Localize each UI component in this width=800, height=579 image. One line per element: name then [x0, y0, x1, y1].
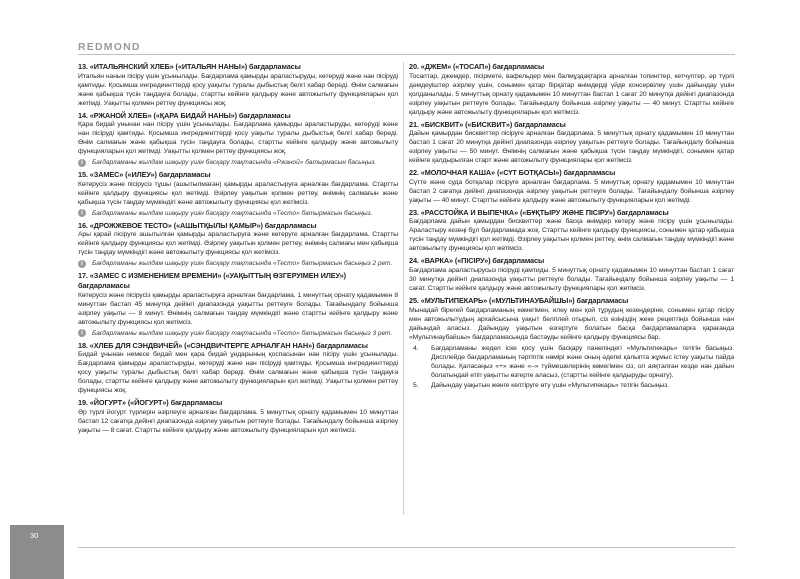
column-divider	[403, 62, 404, 515]
section-20	[409, 62, 734, 117]
info-icon: i	[78, 329, 86, 337]
section-title: 22. «МОЛОЧНАЯ КАША» («СҮТ БОТҚАСЫ») бағдарламасы	[409, 168, 616, 178]
section-21	[409, 120, 734, 166]
header-divider	[78, 54, 735, 55]
note	[78, 209, 398, 218]
section-22	[409, 168, 734, 205]
note	[78, 259, 398, 268]
section-text: Әр түрлі йогурт түрлерін әзірлеуге арналған бағдарлама. 5 минуттық орнату қадамымен 10 минуттан бастап 12 сағатқа дейінгі диапазонда әзірлеу уақытын реттеуге болады. Тағайындалу бойынша әзірлеу уақыты — 8 сағат. Стартты кейінге қалдыру және автожылыту функцияларын қол жетімсіз.	[78, 408, 398, 434]
section-19	[78, 398, 398, 435]
section-text: Мынадай бірегей бағдарламаның көмегімен, илеу мен қой тұрудың кезеңдеріне, сонымен қатар пісіру мен автожылытудың архайсысына уақыт белгілей отырып, сіз өзіңіздің жеке рецептіңіз бойынша нан дайындай аласыз. Дайындау уақытын өзгертуге болатын басқа бағдарламаларға қарағанда «Мультинаубайшы» бағдарламасында бастауды кейінге қалдыру функциясы бар.	[409, 306, 734, 341]
section-title: 15. «ЗАМЕС» («ИЛЕУ») бағдарламасы	[78, 170, 211, 180]
section-title: 18. «ХЛЕБ ДЛЯ СЭНДВИЧЕЙ» («СЭНДВИЧТЕРГЕ АРНАЛҒАН НАН») бағдарламасы	[78, 340, 368, 350]
section-15	[78, 170, 398, 218]
section-title: 24. «ВАРКА» («ПІСІРУ») бағдарламасы	[409, 256, 545, 266]
section-text: Көтерусіз және пісірусіз қамырды араластыруға арналған бағдарлама. 1 минуттық орнату қадамымен 8 минуттан бастап 45 минутқа дейінгі диапазонда уақытты реттеуге болады. Тағайындалу бойынша әзірлеу уақыты — 8 минут. Өнімнің салмағын таңдау мүмкіндігі және стартты кейінге қалдыру және автожылыту функциясы қол жетімсіз.	[78, 291, 398, 326]
section-23	[409, 208, 734, 254]
info-icon: i	[78, 159, 86, 167]
step-number: 5.	[413, 381, 419, 389]
section-title: 16. «ДРОЖЖЕВОЕ ТЕСТО» («АШЫТҚЫЛЫ ҚАМЫР») бағдарламасы	[78, 220, 317, 230]
info-icon: i	[78, 260, 86, 268]
note-text: Бағдарламаны жылдам шақыру үшін басқару тақтасында «Тесто» батырмасын басыңыз.	[92, 209, 373, 217]
footer-divider	[78, 547, 735, 548]
section-title: 14. «РЖАНОЙ ХЛЕБ» («ҚАРА БИДАЙ НАНЫ») бағдарламасы	[78, 110, 291, 120]
section-text: Бидай ұнынан немесе бидай мен қара бидай ұндарының қоспасынан нан пісіру үшін ұсынылады. Бағдарлама қамырды араластыруды, көтеруді және нан пісіруді қамтиды. Қосымша ингредиенттерді қосу уақыты туралы дыбыстық белгі хабар береді. Өнім салмағын және қабықша түсін таңдауға болады, стартты кейінге қалдыру және автожылыту функцияларын қол жетімді. Уақытты қолмен реттеу функциясы жоқ.	[78, 351, 398, 395]
section-25	[409, 296, 734, 390]
section-title: 17. «ЗАМЕС С ИЗМЕНЕНИЕМ ВРЕМЕНИ» («УАҚЫТТЫҢ ӨЗГЕРУІМЕН ИЛЕУ») бағдарламасы	[78, 271, 346, 290]
list-item	[409, 344, 734, 380]
section-title: 21. «БИСКВИТ» («БИСКВИТ») бағдарламасы	[409, 119, 566, 129]
section-text: Бағдарлама араластырусыз пісіруді қамтиды. 5 минуттық орнату қадамымен 10 минуттан бастап 1 сағат 30 минутқа дейінгі диапазонда уақытты реттеуге болады. Тағайындалу бойынша әзірлеу уақыты — 1 сағат. Стартты кейінге қалдыру және автожылыту функциялары қол жетімсіз.	[409, 266, 734, 292]
section-17	[78, 271, 398, 337]
section-title: 23. «РАССТОЙКА И ВЫПЕЧКА» («БҰҚТЫРУ ЖӘНЕ ПІСІРУ») бағдарламасы	[409, 207, 669, 217]
list-item	[409, 381, 734, 390]
brand-logo: REDMOND	[78, 41, 141, 53]
section-text: Көтерусіз және пісірусіз тұшы (ашытылмаған) қамырды араластыруға арналған бағдарлама. Стартты кейінге қалдыру функциясы қол жетімді. Әзірлеу уақытын қолмен реттеу, өнімнің салмағын және қабықша түсін таңдау мүмкіндігі және автожылыту функциясы қол жетімсіз.	[78, 180, 398, 206]
section-text: Сүтте және суда ботқалар пісіруге арналған бағдарлама. 5 минуттық орнату қадамымен 10 минуттан бастап 2 сағатқа дейінгі диапазонда әзірлеу уақытын реттеуге болады. Тағайындалу бойынша әзірлеу уақыты — 40 минут. Стартты кейінге қалдыру және автожылыту функцияларын қол жетімді.	[409, 178, 734, 204]
note-text: Бағдарламаны жылдам шақыру үшін басқару тақтасында «Ржаной» батырмасын басыңыз.	[92, 159, 377, 167]
section-title: 19. «ЙОГУРТ» («ЙОГУРТ») бағдарламасы	[78, 398, 223, 408]
section-18	[78, 341, 398, 396]
note	[78, 329, 398, 338]
step-text: Дайындау уақытын жөнге келтіруге өту үшін «Мультипекарь» тетігін басыңыз.	[431, 381, 670, 389]
section-24	[409, 256, 734, 293]
note-text: Бағдарламаны жылдам шақыру үшін басқару тақтасында «Тесто» батырмасын басыңыз 3 рет.	[92, 329, 393, 337]
right-column	[409, 62, 734, 393]
section-16	[78, 221, 398, 269]
steps-list	[409, 344, 734, 390]
section-title: 20. «ДЖЕМ» («ТОСАП») бағдарламасы	[409, 62, 545, 71]
section-14	[78, 111, 398, 168]
section-text: Бағдарлама дайын қамырдан бисквиттер және басқа өнімдер көтеру және пісіру үшін ұсынылады. Араластыру кезеңі бұл бағдарламада жоқ. Стартты кейінге қалдыру функциясы, сонымен қатар қабықша түсін таңдау мүмкіндігі қол жетімді. Әзірлеу уақытын қолмен реттеу, өнім салмағын таңдау мүмкіндігі және автожылыту функциясы қол жетімсіз.	[409, 218, 734, 253]
left-column	[78, 62, 398, 438]
section-text: Итальян нанын пісіру үшін ұсынылады. Бағдарлама қамырды араластыруды, көтеруді және нан пісіруді қамтиды. Қосымша ингредиенттерді қосу уақыты туралы дыбыстық белгі хабар береді. Өнім салмағын және қабықша түсін таңдауға болады, стартты кейінге қалдыру және автожылыту функцияларын қол жетімді. Уақытты қолмен реттеу функциясы жоқ.	[78, 72, 398, 107]
section-title: 25. «МУЛЬТИПЕКАРЬ» («МУЛЬТИНАУБАЙШЫ») бағдарламасы	[409, 295, 629, 305]
step-number: 4.	[413, 344, 419, 352]
section-text: Тосаптар, джемдер, пісірмете, вафельдер мен балмұздақтарға арналған топингтер, кетчуптер, әр түрлі дәмдеуіштер әзірлеу үшін, сонымен қатар бірқатар өнімдерді үйде консервілеу үшін дайындау үшін қолданылады. 5 минуттық орнату қадамымен 10 минуттан бастап 1 сағат 20 минутқа дейінгі диапазонда әзірлеу уақытын реттеуге болады. Тағайындалу бойынша әзірлеу уақыты — 40 минут. Стартты кейінге қалдыру және автожылыту функцияларын қол жетімсіз.	[409, 72, 734, 116]
section-text: Дайын қамырдан бисквиттер пісіруге арналған бағдарлама. 5 минуттық орнату қадамымен 10 минуттан бастап 1 сағат 20 минутқа дейінгі диапазонда әзірлеу уақытын реттеуге болады. Тағайындалу бойынша әзірлеу уақыты — 50 минут. Өнімнің салмағын және қабықша түсін таңдау мүмкіндігі, сонымен қатар кейінге қалдырылған старт және автожылыту функциялары қол жетімсіз.	[409, 130, 734, 165]
section-text: Ары қарай пісіруге ашытылған қамырды араластыруға және көтеруге арналған бағдарлама. Стартты кейінге қалдыру функциясы қол жетімді. Әзірлеу уақытын қолмен реттеу, өнімнің салмағы мен қабықша түсін таңдау мүмкіндігі және автожылыту функциясы қол жетімсіз.	[78, 231, 398, 257]
page-number: 30	[30, 531, 39, 540]
section-title: 13. «ИТАЛЬЯНСКИЙ ХЛЕБ» («ИТАЛЬЯН НАНЫ») бағдарламасы	[78, 62, 301, 71]
note-text: Бағдарламаны жылдам шақыру үшін басқару тақтасында «Тесто» батырмасын басыңыз 2 рет.	[92, 260, 393, 268]
section-13	[78, 62, 398, 108]
section-text: Қара бидай унынан нан пісіру үшін ұсынылады. Бағдарлама қамырды араластыруды, көтеруді және нан пісіруді қамтиды. Қосымша ингредиенттерді қосу уақыты туралы дыбыстық белгі хабар береді. Өнім салмағын және қабықша түсін таңдауға болады, стартты кейінге қалдыру және автожылыту функцияларын қол жетімді. Уақытты қолмен реттеу функциясы жоқ.	[78, 121, 398, 156]
info-icon: i	[78, 209, 86, 217]
note	[78, 158, 398, 167]
step-text: Бағдарламаны жедел іске қосу үшін басқару панеліндегі «Мультипекарь» тетігін басыңыз. Дисплейде бағдарламаның тәртіптік нөмірі және оның әдепкі қалыпта жұмыс істеу уақыты пайда болады. Қаласаңыз «+» және «–» түймешелерінің көмегімен сіз, ол аяқталған кезде нан дайын болатындай етіп уақытты өзгерте аласыз, (стартты кейінге қалдыруды орнату).	[431, 344, 734, 379]
